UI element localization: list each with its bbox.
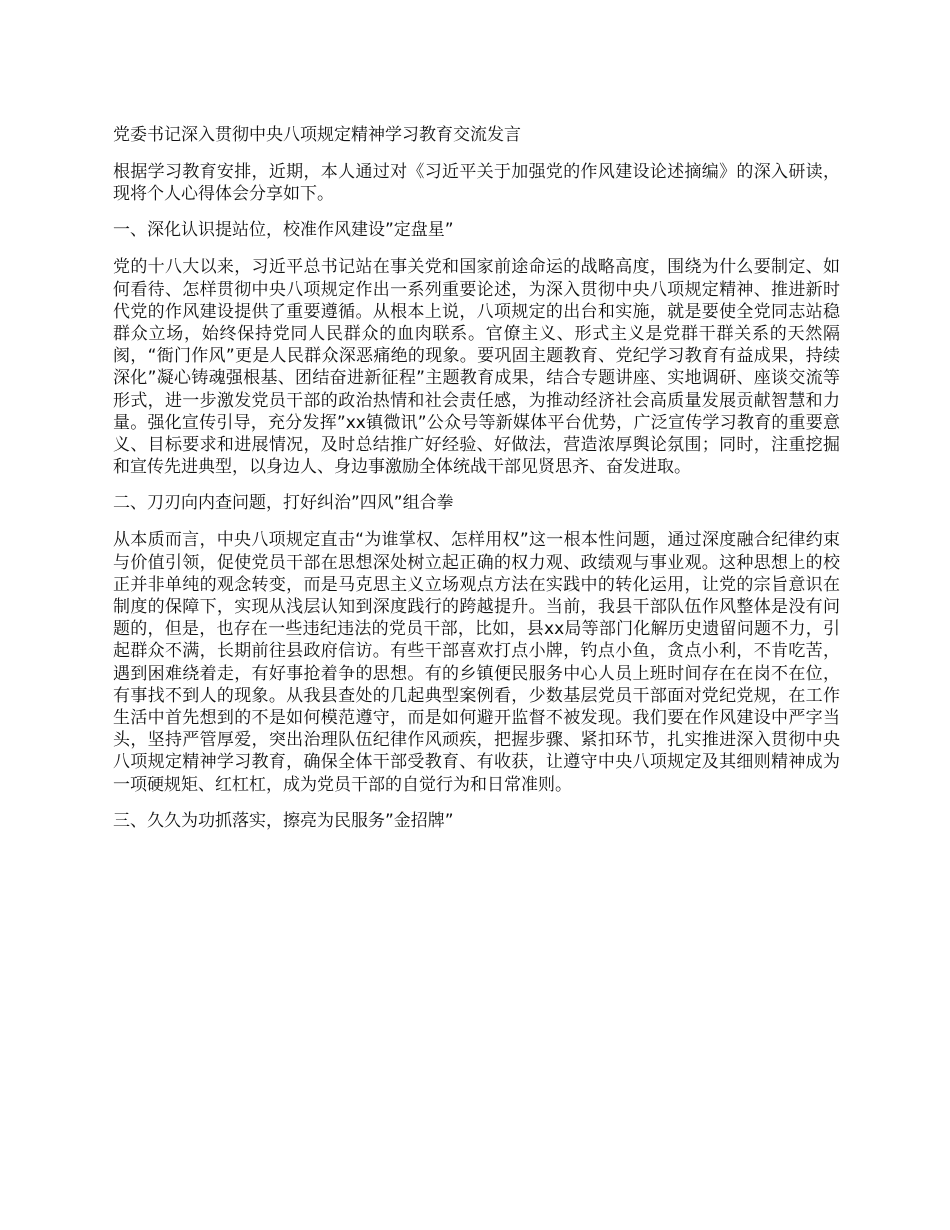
intro-paragraph: 根据学习教育安排，近期，本人通过对《习近平关于加强党的作风建设论述摘编》的深入研读，现将个人心得体会分享如下。 [113, 162, 840, 205]
section-1-heading: 一、深化认识提站位，校准作风建设”定盘星” [113, 220, 454, 241]
section-1-body: 党的十八大以来，习近平总书记站在事关党和国家前途命运的战略高度，围绕为什么要制定、如何看待、怎样贯彻中央八项规定作出一系列重要论述，为深入贯彻中央八项规定精神、推进新时代党的作风建设提供了重要遵循。从根本上说，八项规定的出台和实施，就是要使全党同志站稳群众立场，始终保持党同人民群众的血肉联系。官僚主义、形式主义是党群干群关系的天然隔阂，“衙门作风”更是人民群众深恶痛绝的现象。要巩固主题教育、党纪学习教育有益成果，持续深化”凝心铸魂强根基、团结奋进新征程”主题教育成果，结合专题讲座、实地调研、座谈交流等形式，进一步激发党员干部的政治热情和社会责任感，为推动经济社会高质量发展贡献智慧和力量。强化宣传引导，充分发挥”xx镇微讯”公众号等新媒体平台优势，广泛宣传学习教育的重要意义、目标要求和进展情况，及时总结推广好经验、好做法，营造浓厚舆论氛围；同时，注重挖掘和宣传先进典型，以身边人、身边事激励全体统战干部见贤思齐、奋发进取。 [113, 257, 840, 478]
section-2-body: 从本质而言，中央八项规定直击“为谁掌权、怎样用权”这一根本性问题，通过深度融合纪律约束与价值引领，促使党员干部在思想深处树立起正确的权力观、政绩观与事业观。这种思想上的校正并非单纯的观念转变，而是马克思主义立场观点方法在实践中的转化运用，让党的宗旨意识在制度的保障下，实现从浅层认知到深度践行的跨越提升。当前，我县干部队伍作风整体是没有问题的，但是，也存在一些违纪违法的党员干部，比如，县xx局等部门化解历史遗留问题不力，引起群众不满，长期前往县政府信访。有些干部喜欢打点小牌，钓点小鱼，贪点小利，不肯吃苦，遇到困难绕着走，有好事抢着争的思想。有的乡镇便民服务中心人员上班时间存在在岗不在位，有事找不到人的现象。从我县查处的几起典型案例看，少数基层党员干部面对党纪党规，在工作生活中首先想到的不是如何模范遵守，而是如何避开监督不被发现。我们要在作风建设中严字当头，坚持严管厚爱，突出治理队伍纪律作风顽疾，把握步骤、紧扣环节，扎实推进深入贯彻中央八项规定精神学习教育，确保全体干部受教育、有收获，让遵守中央八项规定及其细则精神成为一项硬规矩、红杠杠，成为党员干部的自觉行为和日常准则。 [113, 530, 840, 795]
section-2-heading: 二、刀刃向内查问题，打好纠治”四风”组合拳 [113, 493, 454, 514]
section-3-heading: 三、久久为功抓落实，擦亮为民服务”金招牌” [113, 810, 454, 831]
document-page [113, 124, 840, 847]
document-title: 党委书记深入贯彻中央八项规定精神学习教育交流发言 [113, 125, 521, 145]
